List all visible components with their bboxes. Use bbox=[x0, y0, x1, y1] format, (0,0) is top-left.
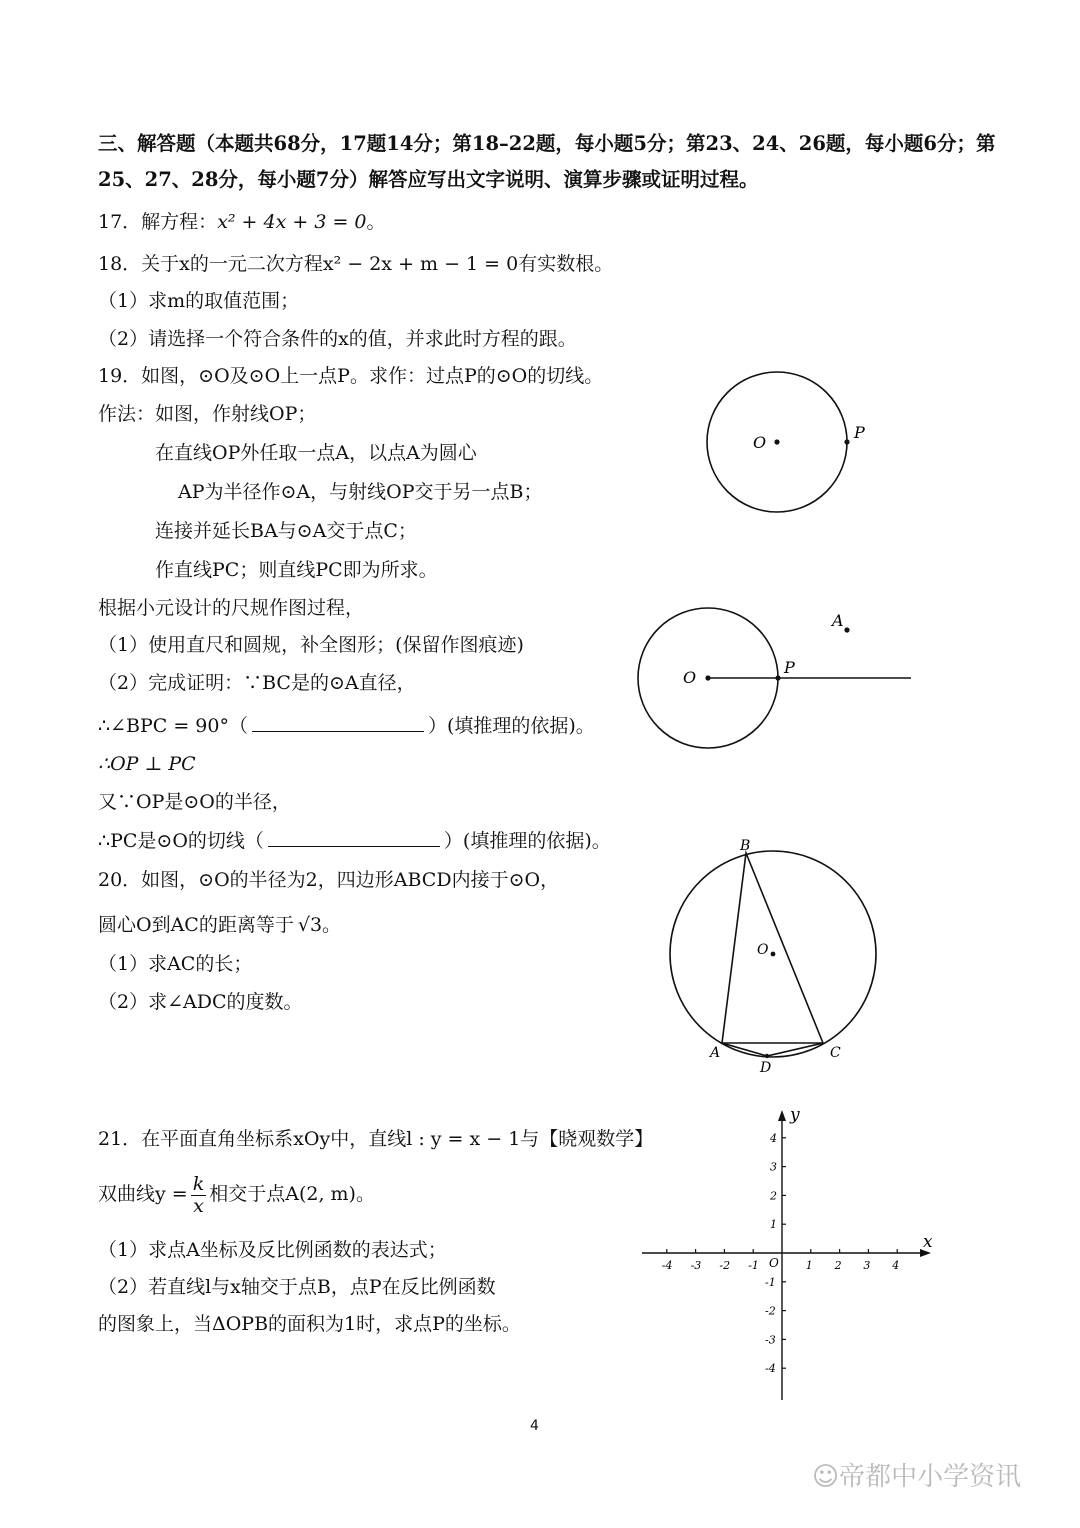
watermark-text: 帝都中小学资讯 bbox=[839, 1462, 1022, 1492]
q18-part2: （2）请选择一个符合条件的x的值，并求此时方程的跟。 bbox=[98, 328, 577, 350]
page-number: 4 bbox=[530, 1418, 539, 1434]
q20-line2 bbox=[98, 912, 341, 938]
label-c: C bbox=[830, 1045, 841, 1061]
origin-label: O bbox=[769, 1256, 779, 1270]
y-tick-label: 3 bbox=[770, 1160, 777, 1174]
q17 bbox=[98, 209, 386, 235]
q21-line2-end: 相交于点A(2, m)。 bbox=[209, 1183, 375, 1205]
wechat-icon: ☺ bbox=[812, 1462, 840, 1492]
x-axis-label: x bbox=[923, 1232, 933, 1252]
section-heading-line2: 25、27、28分，每小题7分）解答应写出文字说明、演算步骤或证明过程。 bbox=[98, 168, 759, 191]
x-tick-label: 2 bbox=[834, 1259, 842, 1272]
q18-part1: （1）求m的取值范围； bbox=[98, 290, 300, 312]
section-heading-line1: 三、解答题（本题共68分，17题14分；第18–22题，每小题5分；第23、24、26题，每小题6分；第 bbox=[98, 132, 996, 155]
figure-construction bbox=[630, 605, 920, 765]
y-tick-label: -3 bbox=[765, 1333, 776, 1347]
q17-end: 。 bbox=[366, 211, 386, 233]
q21-line2-start: 双曲线y = bbox=[98, 1183, 188, 1205]
q19-reason-1-start: ∴∠BPC = 90°（ bbox=[98, 715, 248, 737]
q17-equation: x² + 4x + 3 = 0 bbox=[217, 211, 367, 233]
center-o-dot bbox=[774, 439, 779, 444]
q19-reason-4-end: ）(填推理的依据)。 bbox=[443, 830, 611, 852]
point-d-dot bbox=[765, 1054, 769, 1058]
x-tick-label: 3 bbox=[863, 1259, 871, 1272]
x-tick-label: 1 bbox=[805, 1259, 813, 1272]
figure-cyclic-quadrilateral bbox=[660, 838, 890, 1078]
center-o-dot bbox=[771, 952, 776, 957]
label-a: A bbox=[710, 1045, 721, 1061]
q18-text: 18．关于x的一元二次方程x² − 2x + m − 1 = 0有实数根。 bbox=[98, 253, 614, 275]
q21-fraction-numerator: k bbox=[192, 1172, 205, 1195]
q19-method-2: 在直线OP外任取一点A，以点A为圆心 bbox=[155, 442, 477, 464]
y-tick-label: -4 bbox=[765, 1362, 776, 1376]
label-o: O bbox=[757, 942, 769, 958]
q19-reason-4 bbox=[98, 828, 611, 854]
q19-part1: （1）使用直尺和圆规，补全图形；(保留作图痕迹) bbox=[98, 634, 524, 656]
q21-line2 bbox=[98, 1170, 375, 1218]
label-p: P bbox=[784, 658, 795, 677]
q19-part2: （2）完成证明：∵BC是的⊙A直径， bbox=[98, 672, 416, 694]
y-tick-label: 1 bbox=[770, 1218, 777, 1232]
q19-reason-2: ∴OP ⊥ PC bbox=[98, 753, 196, 775]
label-o: O bbox=[753, 433, 767, 452]
coordinate-axes bbox=[640, 1100, 940, 1405]
q20-line2-start: 圆心O到AC的距离等于 bbox=[98, 914, 294, 936]
label-a: A bbox=[832, 611, 844, 630]
x-tick-label: 4 bbox=[892, 1259, 900, 1272]
y-axis-label: y bbox=[790, 1105, 800, 1125]
q21-fraction-denominator: x bbox=[193, 1194, 204, 1217]
q20-sqrt3: √3 bbox=[297, 914, 323, 936]
y-axis-arrow bbox=[778, 1110, 786, 1121]
x-tick-label: -1 bbox=[748, 1259, 759, 1272]
q19-method-3: AP为半径作⊙A，与射线OP交于另一点B； bbox=[178, 481, 543, 503]
label-p: P bbox=[854, 423, 865, 442]
label-d: D bbox=[760, 1060, 772, 1076]
q19-method-1: 作法：如图，作射线OP； bbox=[98, 403, 317, 425]
q19-text: 19．如图，⊙O及⊙O上一点P。求作：过点P的⊙O的切线。 bbox=[98, 365, 604, 387]
y-tick-label: -2 bbox=[765, 1304, 776, 1318]
y-tick-label: 2 bbox=[770, 1189, 777, 1203]
answer-blank-2[interactable] bbox=[268, 828, 440, 847]
x-tick-label: -4 bbox=[661, 1259, 673, 1272]
label-o: O bbox=[683, 668, 697, 687]
x-tick-label: -2 bbox=[719, 1259, 731, 1272]
center-o-dot bbox=[705, 675, 710, 680]
figure-circle-o-p bbox=[700, 370, 900, 530]
point-a-dot bbox=[844, 627, 849, 632]
y-tick-label: -1 bbox=[765, 1275, 776, 1289]
q19-reason-4-start: ∴PC是⊙O的切线（ bbox=[98, 830, 264, 852]
q19-intro: 根据小元设计的尺规作图过程， bbox=[98, 597, 365, 619]
label-b: B bbox=[740, 838, 751, 854]
q21-fraction bbox=[191, 1174, 207, 1217]
q21-part1: （1）求点A坐标及反比例函数的表达式； bbox=[98, 1239, 447, 1261]
q21-part2: （2）若直线l与x轴交于点B，点P在反比例函数 bbox=[98, 1276, 496, 1298]
q17-label: 17．解方程： bbox=[98, 211, 218, 233]
q19-reason-1-end: ）(填推理的依据)。 bbox=[427, 715, 595, 737]
point-p-dot bbox=[844, 439, 849, 444]
q20-line2-end: 。 bbox=[322, 914, 342, 936]
point-p-dot bbox=[775, 675, 780, 680]
q20-part1: （1）求AC的长； bbox=[98, 953, 253, 975]
q19-reason-1 bbox=[98, 713, 595, 739]
q20-text: 20．如图，⊙O的半径为2，四边形ABCD内接于⊙O， bbox=[98, 869, 560, 891]
q21-part3: 的图象上，当ΔOPB的面积为1时，求点P的坐标。 bbox=[98, 1313, 521, 1335]
watermark bbox=[812, 1456, 1021, 1493]
q19-method-4: 连接并延长BA与⊙A交于点C； bbox=[155, 520, 417, 542]
q19-reason-3: 又∵OP是⊙O的半径， bbox=[98, 791, 291, 813]
q21-text: 21．在平面直角坐标系xOy中，直线l : y = x − 1与【晓观数学】 bbox=[98, 1128, 654, 1150]
q20-part2: （2）求∠ADC的度数。 bbox=[98, 991, 303, 1013]
x-tick-label: -3 bbox=[690, 1259, 702, 1272]
q19-method-5: 作直线PC；则直线PC即为所求。 bbox=[155, 559, 438, 581]
answer-blank-1[interactable] bbox=[252, 713, 424, 732]
y-tick-label: 4 bbox=[770, 1131, 777, 1145]
